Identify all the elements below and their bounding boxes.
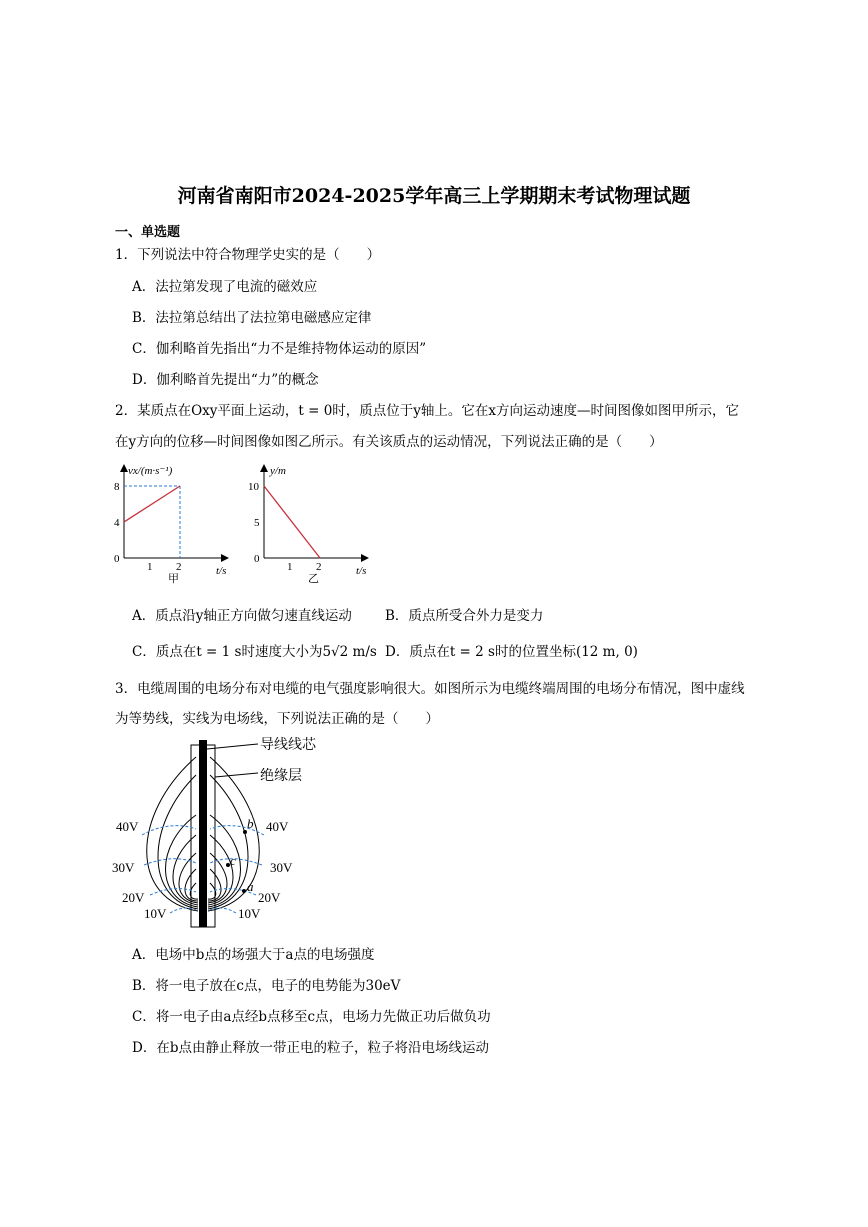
q1-stem: 1．下列说法中符合物理学史实的是（ ） <box>115 247 381 263</box>
q2-option-b: B．质点所受合外力是变力 <box>385 608 544 624</box>
graph-yi-xtick-2: 2 <box>316 561 322 573</box>
graph-yi-caption: 乙 <box>308 573 319 585</box>
graph-jia-caption: 甲 <box>168 573 179 585</box>
q3-stem-line2: 为等势线，实线为电场线，下列说法正确的是（ ） <box>115 711 439 727</box>
q1-option-b: B．法拉第总结出了法拉第电磁感应定律 <box>132 310 372 326</box>
graph-jia-ytick-4: 4 <box>114 517 120 529</box>
right-label-40v: 40V <box>266 819 289 834</box>
q3-option-d: D．在b点由静止释放一带正电的粒子，粒子将沿电场线运动 <box>132 1040 489 1056</box>
point-b-label: b <box>247 816 254 831</box>
q3-option-c: C．将一电子由a点经b点移至c点，电场力先做正功后做负功 <box>132 1009 491 1025</box>
graph-jia-xtick-2: 2 <box>176 561 182 573</box>
q2-option-a: A．质点沿y轴正方向做匀速直线运动 <box>132 608 352 624</box>
label-insulation: 绝缘层 <box>260 769 302 784</box>
section-heading: 一、单选题 <box>115 225 181 240</box>
q1-option-d: D．伽利略首先提出“力”的概念 <box>132 372 319 388</box>
q3-cable-field-figure <box>110 735 340 935</box>
q1-option-c: C．伽利略首先指出“力不是维持物体运动的原因” <box>132 341 427 357</box>
graph-yi-line <box>264 486 320 558</box>
graph-yi-ytick-5: 5 <box>254 517 260 529</box>
left-label-20v: 20V <box>122 890 145 905</box>
left-label-30v: 30V <box>112 860 135 875</box>
point-a-label: a <box>247 879 254 894</box>
point-a-dot <box>242 889 246 893</box>
right-label-20v: 20V <box>258 890 281 905</box>
graph-jia-ytick-0: 0 <box>114 553 120 565</box>
left-label-10v: 10V <box>144 906 167 921</box>
graph-yi <box>248 465 368 585</box>
graph-jia <box>114 465 228 585</box>
leader-insulation <box>215 773 258 777</box>
q3-option-b: B．将一电子放在c点，电子的电势能为30eV <box>132 978 401 994</box>
q2-option-c: C．质点在t = 1 s时速度大小为5√2 m/s <box>132 644 377 660</box>
q2-stem-line1: 2．某质点在Oxy平面上运动，t = 0时，质点位于y轴上。它在x方向运动速度—时间图像如图甲所示，它 <box>115 403 740 419</box>
graph-yi-xlabel: t/s <box>356 565 367 577</box>
right-label-30v: 30V <box>270 860 293 875</box>
graph-jia-xlabel: t/s <box>216 565 227 577</box>
cable-core <box>199 740 207 927</box>
label-core: 导线线芯 <box>260 738 316 753</box>
left-label-40v: 40V <box>116 819 139 834</box>
graph-yi-xtick-1: 1 <box>287 561 293 573</box>
q1-option-a: A．法拉第发现了电流的磁效应 <box>132 279 318 295</box>
graph-yi-ytick-0: 0 <box>254 553 260 565</box>
q3-stem-line1: 3．电缆周围的电场分布对电缆的电气强度影响很大。如图所示为电缆终端周围的电场分布情况，图中虚线 <box>115 681 745 697</box>
point-c-label: c <box>230 853 236 868</box>
graph-jia-line <box>124 486 180 522</box>
graph-jia-ytick-8: 8 <box>114 481 120 493</box>
q2-stem-line2: 在y方向的位移—时间图像如图乙所示。有关该质点的运动情况，下列说法正确的是（ ） <box>115 434 663 450</box>
q2-graphs <box>110 460 390 590</box>
q2-option-d: D．质点在t = 2 s时的位置坐标(12 m, 0) <box>385 644 638 660</box>
graph-jia-ylabel: vx/(m·s⁻¹) <box>128 465 173 477</box>
graph-jia-xtick-1: 1 <box>147 561 153 573</box>
page-title: 河南省南阳市2024-2025学年高三上学期期末考试物理试题 <box>177 185 691 207</box>
graph-yi-ylabel: y/m <box>270 465 286 477</box>
graph-yi-ytick-10: 10 <box>248 481 259 493</box>
right-label-10v: 10V <box>238 906 261 921</box>
q3-option-a: A．电场中b点的场强大于a点的电场强度 <box>132 947 375 963</box>
